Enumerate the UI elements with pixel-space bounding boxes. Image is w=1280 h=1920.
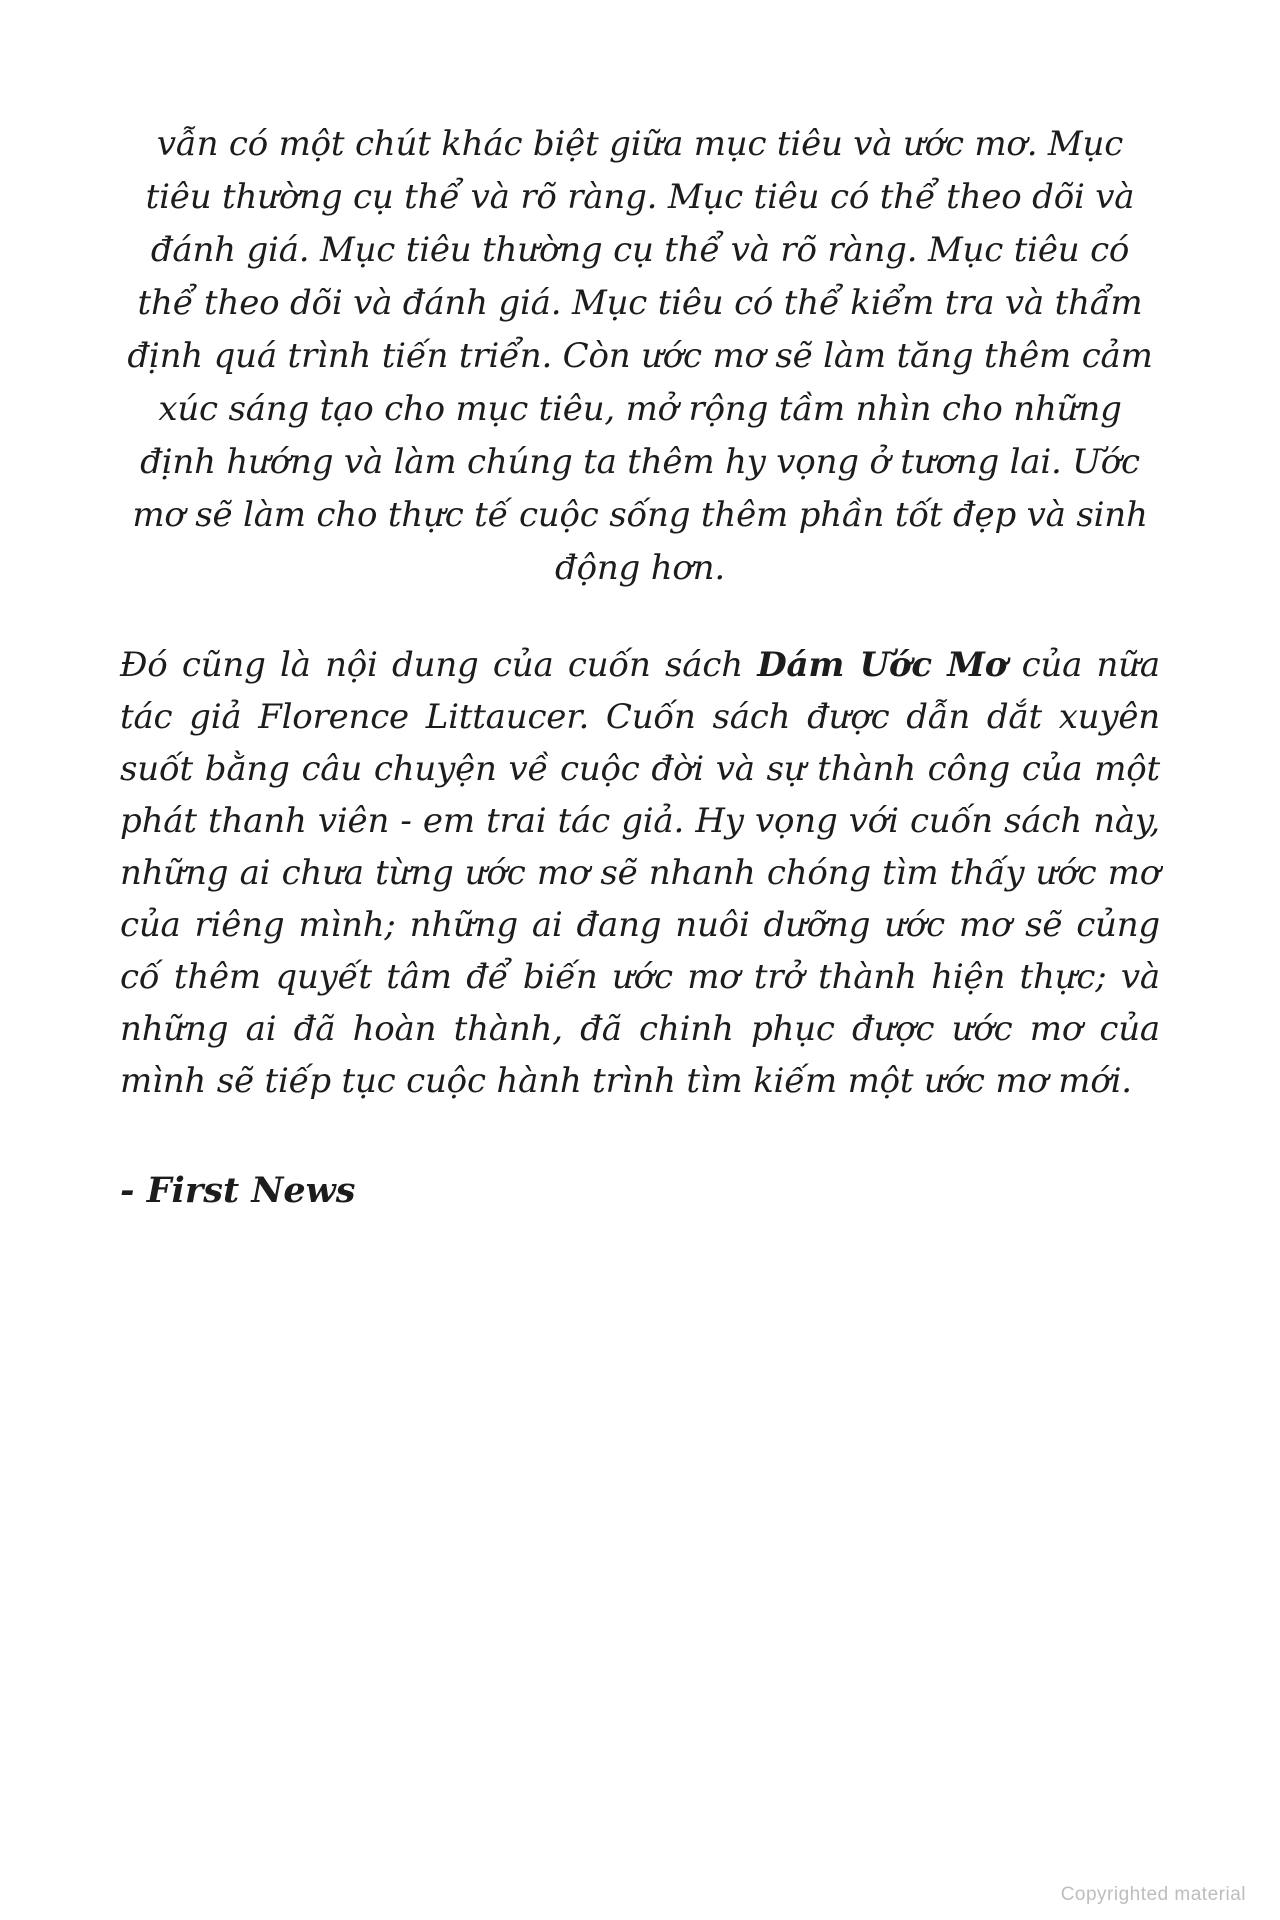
book-title: Dám Ước Mơ: [757, 645, 1008, 685]
body-text-before-title: Đó cũng là nội dung của cuốn sách: [120, 645, 758, 685]
quote-paragraph: vẫn có một chút khác biệt giữa mục tiêu và ước mơ. Mục tiêu thường cụ thể và rõ ràng. Mục tiêu có thể theo dõi và đánh giá. Mục tiêu thường cụ thể và rõ ràng. Mục tiêu có thể theo dõi và đánh giá. Mục tiêu có thể kiểm tra và thẩm định quá trình tiến triển. Còn ước mơ sẽ làm tăng thêm cảm xúc sáng tạo cho mục tiêu, mở rộng tầm nhìn cho những định hướng và làm chúng ta thêm hy vọng ở tương lai. Ước mơ sẽ làm cho thực tế cuộc sống thêm phần tốt đẹp và sinh động hơn.: [127, 124, 1153, 588]
body-text-after-title: của nữa tác giả Florence Littaucer. Cuốn sách được dẫn dắt xuyên suốt bằng câu chuyện về cuộc đời và sự thành công của một phát thanh viên - em trai tác giả. Hy vọng với cuốn sách này, những ai chưa từng ước mơ sẽ nhanh chóng tìm thấy ước mơ của riêng mình; những ai đang nuôi dưỡng ước mơ sẽ củng cố thêm quyết tâm để biến ước mơ trở thành hiện thực; và những ai đã hoàn thành, đã chinh phục được ước mơ của mình sẽ tiếp tục cuộc hành trình tìm kiếm một ước mơ mới.: [120, 645, 1160, 1101]
signature: - First News: [120, 1170, 356, 1211]
body-paragraph: [120, 639, 1160, 1107]
watermark-text: Copyrighted material: [1060, 1884, 1246, 1905]
